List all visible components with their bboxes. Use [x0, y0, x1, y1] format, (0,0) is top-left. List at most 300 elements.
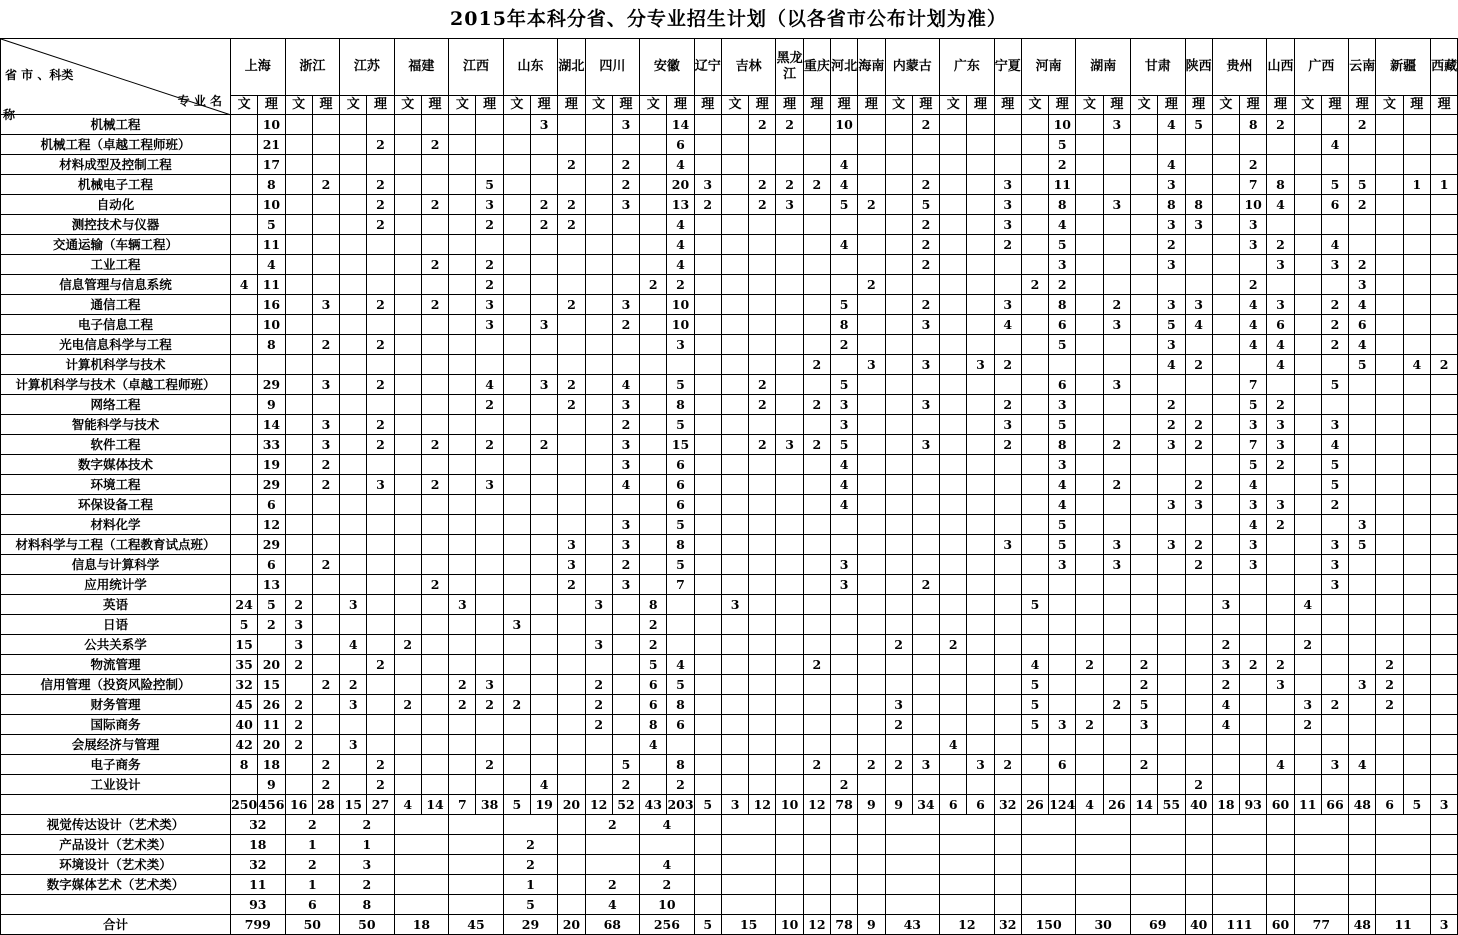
table-cell: 2	[421, 575, 448, 595]
table-cell: 5	[1049, 335, 1076, 355]
table-cell	[1403, 395, 1430, 415]
table-cell	[585, 175, 612, 195]
province-header: 安徽	[640, 39, 695, 96]
table-cell: 4	[1267, 335, 1294, 355]
table-cell	[394, 735, 421, 755]
table-cell: 2	[1267, 115, 1294, 135]
table-cell	[803, 315, 830, 335]
table-cell	[749, 355, 776, 375]
table-cell	[1049, 575, 1076, 595]
table-cell: 3	[912, 355, 939, 375]
table-cell: 2	[1430, 355, 1457, 375]
table-cell: 150	[1021, 915, 1076, 935]
table-cell	[1240, 355, 1267, 375]
table-cell: 2	[1349, 115, 1376, 135]
row-label: 数字媒体艺术（艺术类）	[1, 875, 231, 895]
table-cell	[1185, 595, 1212, 615]
table-cell	[1021, 755, 1048, 775]
table-cell	[749, 775, 776, 795]
table-cell: 2	[1376, 695, 1403, 715]
table-cell	[585, 135, 612, 155]
row-label: 物流管理	[1, 655, 231, 675]
table-cell	[912, 515, 939, 535]
table-cell: 3	[476, 675, 503, 695]
table-row	[1, 755, 1458, 775]
table-cell	[1076, 535, 1103, 555]
table-cell: 2	[1376, 655, 1403, 675]
table-cell: 2	[749, 435, 776, 455]
table-cell	[1076, 575, 1103, 595]
table-cell	[285, 535, 312, 555]
table-cell	[1130, 875, 1185, 895]
table-cell	[285, 515, 312, 535]
table-cell	[340, 455, 367, 475]
table-cell	[1130, 375, 1157, 395]
table-cell	[421, 675, 448, 695]
table-cell	[885, 215, 912, 235]
table-cell: 4	[258, 255, 285, 275]
table-cell	[1130, 295, 1157, 315]
table-cell	[531, 635, 558, 655]
subject-header: 理	[1267, 96, 1294, 115]
table-cell	[340, 495, 367, 515]
table-cell	[1430, 595, 1457, 615]
table-cell: 8	[667, 395, 694, 415]
table-cell	[1076, 375, 1103, 395]
table-cell	[1376, 115, 1403, 135]
table-cell	[394, 335, 421, 355]
table-cell	[694, 735, 721, 755]
table-cell	[558, 515, 585, 535]
table-cell: 2	[421, 295, 448, 315]
table-cell	[449, 755, 476, 775]
table-cell	[231, 155, 258, 175]
table-cell	[531, 575, 558, 595]
table-cell: 4	[1049, 495, 1076, 515]
table-cell: 19	[258, 455, 285, 475]
table-cell	[503, 515, 530, 535]
table-cell: 2	[1349, 255, 1376, 275]
table-cell: 5	[830, 435, 857, 455]
table-cell	[312, 635, 339, 655]
table-cell: 2	[285, 855, 340, 875]
table-cell	[1212, 415, 1239, 435]
table-cell	[1212, 555, 1239, 575]
table-cell	[1349, 595, 1376, 615]
table-cell	[1103, 255, 1130, 275]
table-cell: 2	[912, 295, 939, 315]
table-cell	[367, 575, 394, 595]
table-cell	[803, 215, 830, 235]
subject-header: 文	[940, 96, 967, 115]
table-cell	[367, 155, 394, 175]
table-cell	[1212, 255, 1239, 275]
table-cell	[340, 115, 367, 135]
table-cell: 2	[476, 395, 503, 415]
table-cell	[640, 555, 667, 575]
table-cell: 4	[940, 735, 967, 755]
table-cell	[1049, 775, 1076, 795]
table-cell	[1294, 835, 1349, 855]
table-cell	[503, 535, 530, 555]
row-label: 会展经济与管理	[1, 735, 231, 755]
table-cell	[1376, 815, 1431, 835]
table-cell: 2	[558, 375, 585, 395]
table-cell	[449, 335, 476, 355]
table-cell	[449, 495, 476, 515]
table-row	[1, 155, 1458, 175]
table-cell	[803, 495, 830, 515]
table-cell	[231, 575, 258, 595]
table-cell	[1294, 495, 1321, 515]
table-cell	[694, 595, 721, 615]
table-cell	[1103, 495, 1130, 515]
table-cell	[830, 515, 857, 535]
table-cell	[476, 135, 503, 155]
table-cell: 4	[1185, 315, 1212, 335]
table-cell: 16	[285, 795, 312, 815]
table-cell	[1158, 575, 1185, 595]
table-cell	[503, 355, 530, 375]
table-cell: 2	[1185, 355, 1212, 375]
subject-header: 文	[1376, 96, 1403, 115]
table-cell	[1076, 815, 1131, 835]
table-cell	[231, 255, 258, 275]
table-cell	[830, 635, 857, 655]
table-cell: 5	[1158, 315, 1185, 335]
table-cell	[885, 875, 940, 895]
table-cell: 2	[1321, 315, 1348, 335]
table-cell	[231, 315, 258, 335]
table-cell	[1185, 575, 1212, 595]
table-cell	[476, 495, 503, 515]
table-cell	[531, 275, 558, 295]
table-row	[1, 535, 1458, 555]
table-cell	[803, 415, 830, 435]
table-cell	[531, 535, 558, 555]
table-cell	[1376, 775, 1403, 795]
table-cell: 32	[231, 675, 258, 695]
table-cell	[1376, 475, 1403, 495]
table-cell	[449, 275, 476, 295]
table-cell	[994, 475, 1021, 495]
table-cell	[503, 275, 530, 295]
table-cell: 7	[667, 575, 694, 595]
table-cell	[1430, 235, 1457, 255]
table-cell	[612, 215, 639, 235]
table-cell	[394, 215, 421, 235]
table-cell: 4	[830, 495, 857, 515]
table-cell: 7	[1240, 435, 1267, 455]
table-cell	[1267, 375, 1294, 395]
table-cell	[585, 315, 612, 335]
table-cell	[721, 495, 748, 515]
table-cell	[1376, 615, 1403, 635]
table-cell: 10	[258, 315, 285, 335]
table-cell	[558, 255, 585, 275]
table-cell	[994, 275, 1021, 295]
table-cell	[531, 595, 558, 615]
table-cell	[858, 215, 885, 235]
table-cell	[285, 255, 312, 275]
table-cell	[367, 235, 394, 255]
table-cell	[1212, 475, 1239, 495]
table-cell	[1158, 695, 1185, 715]
table-cell	[1103, 595, 1130, 615]
table-cell	[421, 155, 448, 175]
table-cell	[1212, 335, 1239, 355]
table-cell	[1349, 715, 1376, 735]
table-cell	[1103, 175, 1130, 195]
table-cell	[1294, 275, 1321, 295]
table-cell	[1212, 235, 1239, 255]
table-cell	[1103, 135, 1130, 155]
table-cell	[1185, 515, 1212, 535]
table-cell	[612, 495, 639, 515]
table-cell: 5	[476, 175, 503, 195]
subject-header: 文	[885, 96, 912, 115]
table-cell	[476, 635, 503, 655]
table-cell	[531, 355, 558, 375]
table-cell	[421, 515, 448, 535]
table-cell	[340, 335, 367, 355]
table-cell: 3	[721, 795, 748, 815]
table-cell: 5	[1403, 795, 1430, 815]
table-cell	[912, 275, 939, 295]
table-cell	[694, 355, 721, 375]
table-cell: 3	[1049, 455, 1076, 475]
table-cell	[231, 375, 258, 395]
table-cell: 8	[231, 755, 258, 775]
table-cell	[312, 495, 339, 515]
row-label: 软件工程	[1, 435, 231, 455]
table-cell	[830, 355, 857, 375]
table-cell: 2	[1267, 235, 1294, 255]
table-cell: 3	[830, 555, 857, 575]
table-cell	[1376, 755, 1403, 775]
table-cell	[367, 255, 394, 275]
subject-header: 文	[449, 96, 476, 115]
table-cell	[858, 435, 885, 455]
table-cell	[803, 275, 830, 295]
table-cell	[1158, 635, 1185, 655]
table-cell	[231, 395, 258, 415]
table-cell: 4	[1240, 515, 1267, 535]
table-cell	[1294, 155, 1321, 175]
table-cell	[1349, 135, 1376, 155]
table-cell: 2	[340, 875, 395, 895]
table-cell	[367, 275, 394, 295]
table-cell	[394, 175, 421, 195]
table-cell: 2	[1212, 675, 1239, 695]
table-cell	[776, 215, 803, 235]
table-cell	[1130, 615, 1157, 635]
table-cell	[994, 615, 1021, 635]
table-cell	[1049, 355, 1076, 375]
table-cell	[1403, 695, 1430, 715]
province-header: 四川	[585, 39, 640, 96]
subject-header: 理	[1321, 96, 1348, 115]
table-cell	[285, 495, 312, 515]
table-cell	[612, 235, 639, 255]
table-cell	[1294, 775, 1321, 795]
table-cell: 33	[258, 435, 285, 455]
table-cell	[449, 215, 476, 235]
table-cell: 5	[231, 615, 258, 635]
table-cell: 4	[585, 895, 640, 915]
table-cell	[694, 335, 721, 355]
table-cell	[776, 655, 803, 675]
table-cell	[340, 375, 367, 395]
table-cell	[1130, 395, 1157, 415]
table-cell	[367, 395, 394, 415]
table-cell	[449, 235, 476, 255]
subject-header: 文	[1294, 96, 1321, 115]
table-cell	[749, 295, 776, 315]
table-cell	[721, 775, 748, 795]
table-cell	[1158, 275, 1185, 295]
table-cell	[1349, 775, 1376, 795]
table-cell	[585, 395, 612, 415]
table-cell: 2	[1267, 455, 1294, 475]
table-cell: 4	[830, 155, 857, 175]
table-cell: 3	[340, 855, 395, 875]
table-cell	[1376, 175, 1403, 195]
table-cell	[1294, 455, 1321, 475]
table-cell	[421, 735, 448, 755]
table-cell	[1076, 215, 1103, 235]
subject-header: 理	[367, 96, 394, 115]
table-cell: 5	[640, 655, 667, 675]
table-cell	[503, 255, 530, 275]
table-cell: 6	[667, 135, 694, 155]
table-cell: 3	[367, 475, 394, 495]
table-cell: 2	[1076, 715, 1103, 735]
table-cell	[1349, 875, 1376, 895]
table-cell	[1212, 455, 1239, 475]
table-cell	[858, 155, 885, 175]
table-cell: 5	[830, 295, 857, 315]
subject-header: 文	[231, 96, 258, 115]
table-cell	[858, 175, 885, 195]
table-cell	[312, 155, 339, 175]
table-cell	[1376, 395, 1403, 415]
table-cell: 2	[585, 675, 612, 695]
table-cell	[340, 315, 367, 335]
table-cell	[449, 355, 476, 375]
table-cell	[1349, 495, 1376, 515]
table-cell	[803, 675, 830, 695]
table-cell	[285, 575, 312, 595]
table-cell	[694, 495, 721, 515]
table-cell	[1240, 695, 1267, 715]
table-cell	[858, 775, 885, 795]
table-cell	[1076, 735, 1103, 755]
table-cell	[585, 615, 612, 635]
table-cell	[640, 215, 667, 235]
table-cell	[1430, 435, 1457, 455]
table-cell	[285, 555, 312, 575]
table-cell	[640, 415, 667, 435]
corner-label-major-tail: 称	[3, 108, 16, 122]
table-cell	[1076, 895, 1131, 915]
table-cell	[940, 555, 967, 575]
table-cell	[776, 235, 803, 255]
table-cell	[830, 695, 857, 715]
table-cell	[285, 155, 312, 175]
table-cell	[749, 515, 776, 535]
table-row	[1, 655, 1458, 675]
table-cell: 55	[1158, 795, 1185, 815]
table-row	[1, 695, 1458, 715]
table-cell	[585, 295, 612, 315]
table-cell	[776, 495, 803, 515]
table-cell	[312, 255, 339, 275]
table-cell: 2	[1185, 415, 1212, 435]
table-cell	[858, 495, 885, 515]
table-cell: 2	[885, 755, 912, 775]
table-cell	[1240, 675, 1267, 695]
table-cell	[749, 235, 776, 255]
table-cell	[1130, 235, 1157, 255]
table-cell	[394, 655, 421, 675]
table-cell	[503, 775, 530, 795]
table-cell	[694, 575, 721, 595]
row-label: 机械电子工程	[1, 175, 231, 195]
table-cell: 14	[421, 795, 448, 815]
table-cell	[994, 815, 1021, 835]
table-cell	[721, 455, 748, 475]
table-cell	[1130, 835, 1185, 855]
table-cell	[830, 735, 857, 755]
table-cell: 8	[1158, 195, 1185, 215]
table-cell	[721, 635, 748, 655]
table-cell	[721, 895, 776, 915]
table-cell	[749, 715, 776, 735]
table-cell	[1130, 735, 1157, 755]
table-cell	[476, 715, 503, 735]
table-cell: 18	[1212, 795, 1239, 815]
table-row	[1, 735, 1458, 755]
table-cell: 2	[558, 195, 585, 215]
table-cell	[1403, 595, 1430, 615]
table-cell	[1049, 635, 1076, 655]
table-cell	[1076, 855, 1131, 875]
table-cell	[503, 335, 530, 355]
table-cell	[1430, 555, 1457, 575]
table-cell: 3	[285, 635, 312, 655]
table-cell: 43	[885, 915, 940, 935]
table-cell: 2	[476, 435, 503, 455]
table-cell	[285, 395, 312, 415]
table-cell	[1212, 375, 1239, 395]
table-cell	[912, 535, 939, 555]
table-cell	[1430, 535, 1457, 555]
table-cell	[912, 555, 939, 575]
table-cell	[1185, 735, 1212, 755]
table-cell	[1076, 475, 1103, 495]
table-cell	[1021, 495, 1048, 515]
table-cell: 11	[258, 235, 285, 255]
table-cell	[1294, 515, 1321, 535]
table-cell: 6	[1349, 315, 1376, 335]
table-cell	[394, 275, 421, 295]
table-cell	[694, 275, 721, 295]
table-cell: 2	[912, 235, 939, 255]
table-cell	[558, 675, 585, 695]
table-cell: 5	[1021, 595, 1048, 615]
table-cell	[421, 455, 448, 475]
